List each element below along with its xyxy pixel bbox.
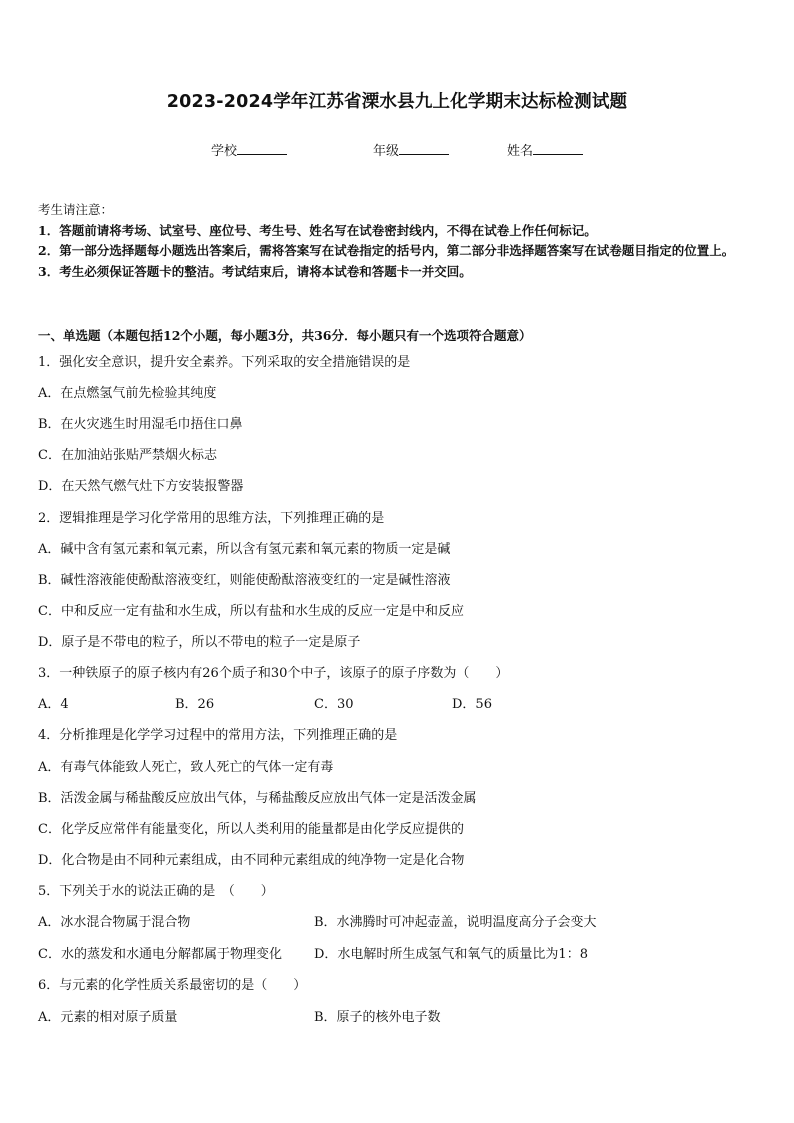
question-3-option-d[interactable]: D．56 <box>452 697 492 712</box>
question-1-stem: 1．强化安全意识，提升安全素养。下列采取的安全措施错误的是 <box>38 355 411 370</box>
question-3-option-a[interactable]: A．4 <box>38 697 69 712</box>
question-6-option-a[interactable]: A．元素的相对原子质量 <box>38 1010 178 1025</box>
question-6-stem: 6．与元素的化学性质关系最密切的是（ ） <box>38 978 307 993</box>
question-3-stem: 3．一种铁原子的原子核内有26个质子和30个中子，该原子的原子序数为（ ） <box>38 666 509 681</box>
question-4-stem: 4．分析推理是化学学习过程中的常用方法，下列推理正确的是 <box>38 728 398 743</box>
notice-item-3: 3．考生必须保证答题卡的整洁。考试结束后，请将本试卷和答题卡一并交回。 <box>38 263 472 279</box>
question-1-option-b[interactable]: B．在火灾逃生时用湿毛巾捂住口鼻 <box>38 417 243 432</box>
question-3-option-c[interactable]: C．30 <box>314 697 354 712</box>
question-2-option-a[interactable]: A．碱中含有氢元素和氧元素，所以含有氢元素和氧元素的物质一定是碱 <box>38 542 451 557</box>
question-2-option-b[interactable]: B．碱性溶液能使酚酞溶液变红，则能使酚酞溶液变红的一定是碱性溶液 <box>38 573 451 588</box>
school-label: 学校 <box>211 144 238 159</box>
question-4-option-a[interactable]: A．有毒气体能致人死亡，致人死亡的气体一定有毒 <box>38 760 334 775</box>
question-1-option-c[interactable]: C．在加油站张贴严禁烟火标志 <box>38 448 217 463</box>
school-field <box>211 140 287 159</box>
question-3-option-b[interactable]: B．26 <box>175 697 215 712</box>
question-5-option-d[interactable]: D．水电解时所生成氢气和氧气的质量比为1：8 <box>314 947 588 962</box>
notice-item-1: 1．答题前请将考场、试室号、座位号、考生号、姓名写在试卷密封线内，不得在试卷上作任何标记。 <box>38 222 597 238</box>
question-4-option-b[interactable]: B．活泼金属与稀盐酸反应放出气体，与稀盐酸反应放出气体一定是活泼金属 <box>38 791 477 806</box>
section-heading: 一、单选题（本题包括12个小题，每小题3分，共36分．每小题只有一个选项符合题意） <box>38 328 532 343</box>
question-6-option-b[interactable]: B．原子的核外电子数 <box>314 1010 441 1025</box>
question-2-option-d[interactable]: D．原子是不带电的粒子，所以不带电的粒子一定是原子 <box>38 635 361 650</box>
question-1-option-a[interactable]: A．在点燃氢气前先检验其纯度 <box>38 386 217 401</box>
notice-block <box>38 200 760 282</box>
question-2-option-c[interactable]: C．中和反应一定有盐和水生成，所以有盐和水生成的反应一定是中和反应 <box>38 604 464 619</box>
question-1-option-d[interactable]: D．在天然气燃气灶下方安装报警器 <box>38 479 244 494</box>
question-5-option-b[interactable]: B．水沸腾时可冲起壶盖，说明温度高分子会变大 <box>314 915 597 930</box>
question-5-option-c[interactable]: C．水的蒸发和水通电分解都属于物理变化 <box>38 947 282 962</box>
notice-heading: 考生请注意： <box>38 202 114 217</box>
name-label: 姓名 <box>507 144 534 159</box>
question-4-option-c[interactable]: C．化学反应常伴有能量变化，所以人类利用的能量都是由化学反应提供的 <box>38 822 464 837</box>
question-2-stem: 2．逻辑推理是学习化学常用的思维方法，下列推理正确的是 <box>38 511 385 526</box>
question-5-option-a[interactable]: A．冰水混合物属于混合物 <box>38 915 191 930</box>
school-blank[interactable] <box>237 142 287 155</box>
question-5-stem: 5．下列关于水的说法正确的是 （ ） <box>38 884 274 899</box>
name-field <box>507 140 583 159</box>
grade-field <box>373 140 449 159</box>
page-title: 2023-2024学年江苏省溧水县九上化学期末达标检测试题 <box>166 92 628 112</box>
name-blank[interactable] <box>533 142 583 155</box>
question-4-option-d[interactable]: D．化合物是由不同种元素组成，由不同种元素组成的纯净物一定是化合物 <box>38 853 465 868</box>
notice-item-2: 2．第一部分选择题每小题选出答案后，需将答案写在试卷指定的括号内，第二部分非选择题答案写在试卷题目指定的位置上。 <box>38 243 735 258</box>
grade-blank[interactable] <box>399 142 449 155</box>
grade-label: 年级 <box>373 144 400 159</box>
